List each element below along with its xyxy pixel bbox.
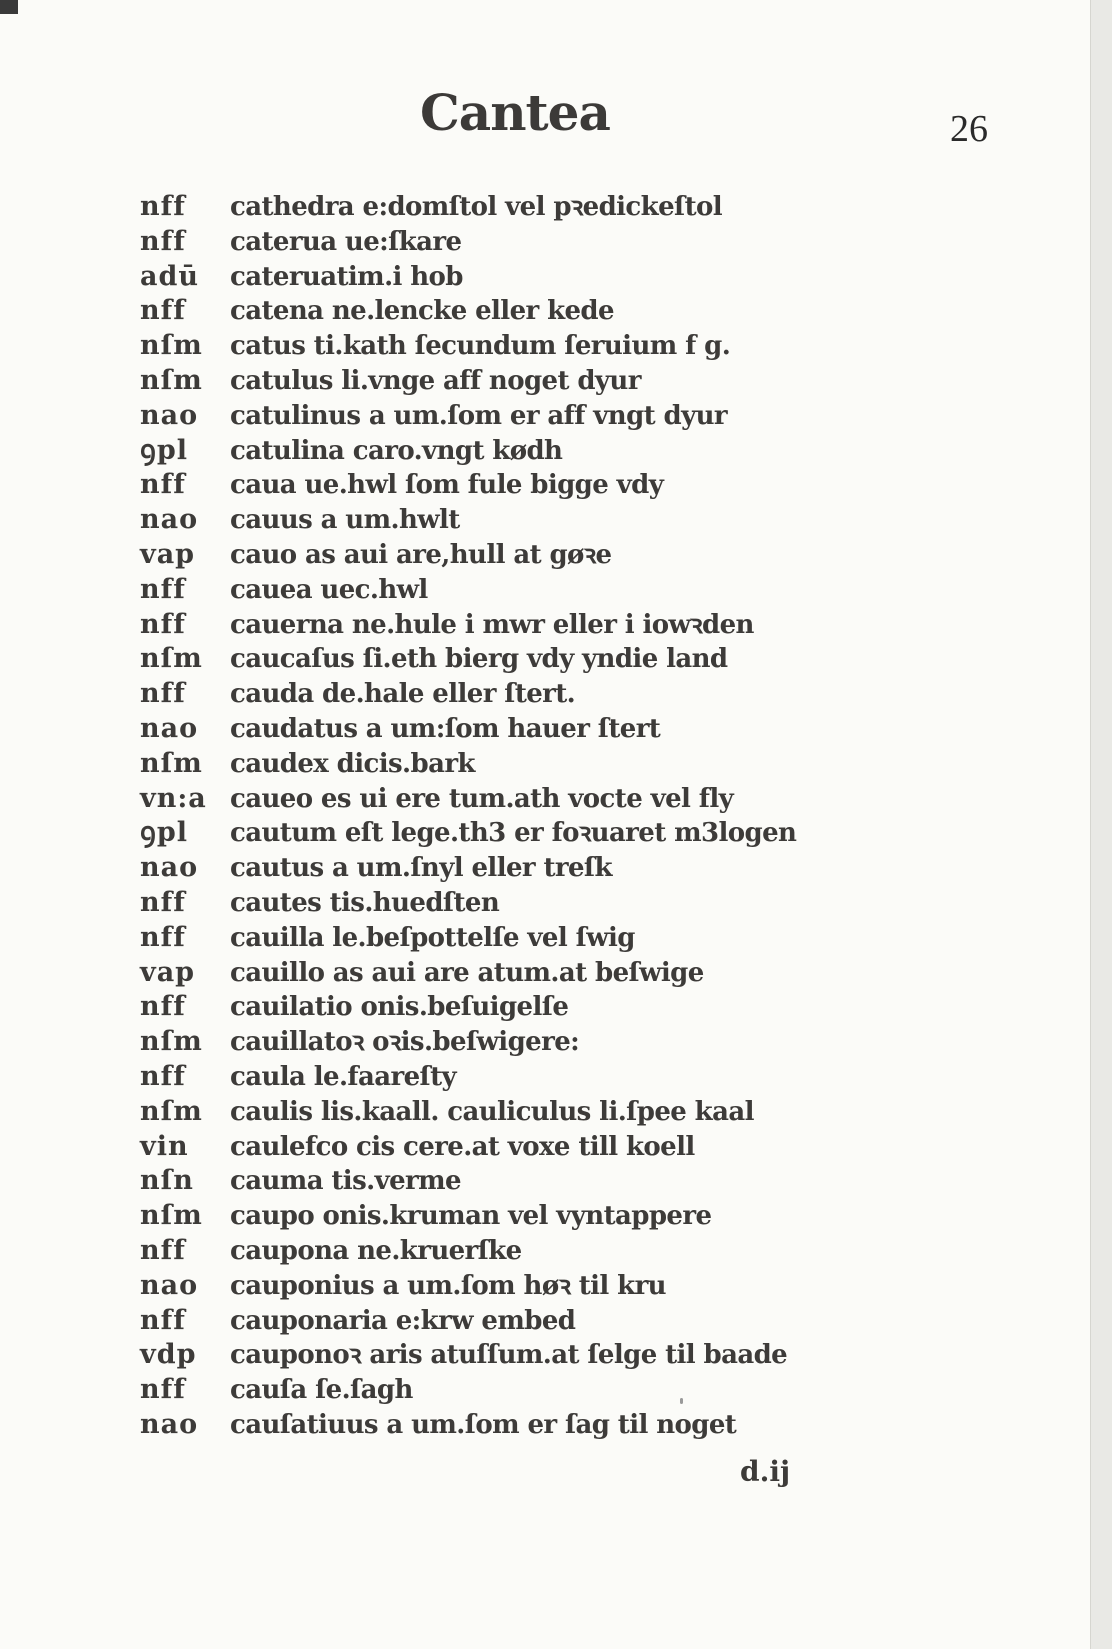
dictionary-entry <box>140 1199 1080 1234</box>
grammar-code: nff <box>140 921 186 953</box>
dictionary-entry <box>140 364 1080 399</box>
grammar-code: nff <box>140 608 186 640</box>
entry-gloss: cauea uec.hwl <box>230 574 428 605</box>
entry-gloss: caua ue.hwl ſom fule bigge vdy <box>230 470 664 501</box>
grammar-code: nff <box>140 573 186 605</box>
dictionary-entry <box>140 886 1080 921</box>
entry-gloss: caucaſus ſi.eth bierg vdy yndie land <box>230 644 728 675</box>
dictionary-entry <box>140 1164 1080 1199</box>
grammar-code: nff <box>140 225 186 257</box>
grammar-code: nff <box>140 1374 186 1406</box>
dictionary-entry <box>140 677 1080 712</box>
grammar-code: nff <box>140 1060 186 1092</box>
dictionary-entry <box>140 1130 1080 1165</box>
entry-gloss: cauo as aui are,hull at gøꝛe <box>230 539 612 570</box>
entry-gloss: cautes tis.huedſten <box>230 887 500 918</box>
grammar-code: nff <box>140 191 186 222</box>
dictionary-entry <box>140 434 1080 469</box>
grammar-code: nao <box>140 712 199 744</box>
entry-gloss: caulis lis.kaall. cauliculus li.ſpee kaal <box>230 1096 754 1127</box>
grammar-code: adū <box>140 260 200 292</box>
grammar-code: nff <box>140 295 186 327</box>
entry-gloss: cautum eſt lege.th3 er foꝛuaret m3logen <box>230 818 797 849</box>
dictionary-entry <box>140 503 1080 538</box>
dictionary-entry <box>140 225 1080 260</box>
dictionary-entry <box>140 782 1080 817</box>
dictionary-entry <box>140 990 1080 1025</box>
dictionary-entry <box>140 1234 1080 1269</box>
entry-gloss: caula le.faareſty <box>230 1061 457 1092</box>
dictionary-entry <box>140 816 1080 851</box>
grammar-code: vdp <box>140 1339 197 1371</box>
dictionary-entry <box>140 1060 1080 1095</box>
entry-gloss: caupo onis.kruman vel vyntappere <box>230 1201 712 1232</box>
dictionary-entry <box>140 573 1080 608</box>
entry-gloss: caueo es ui ere tum.ath vocte vel fly <box>230 783 734 814</box>
entry-gloss: cauus a um.hwlt <box>230 505 460 536</box>
running-head: Cantea <box>420 83 610 142</box>
dictionary-entry <box>140 1338 1080 1373</box>
grammar-code: nſm <box>140 364 203 396</box>
entry-gloss: cauſa ſe.ſagh <box>230 1375 413 1406</box>
entry-gloss: catus ti.kath ſecundum ſeruium f g. <box>230 331 731 362</box>
entry-gloss: cauilatio onis.beſuigelſe <box>230 992 569 1023</box>
entry-gloss: cauilla le.beſpottelſe vel ſwig <box>230 922 635 953</box>
entry-gloss: caterua ue:ſkare <box>230 226 462 257</box>
grammar-code: vap <box>140 538 196 570</box>
entry-gloss: cauma tis.verme <box>230 1166 461 1197</box>
dictionary-entry <box>140 190 1080 225</box>
grammar-code: nſm <box>140 1026 203 1058</box>
page-number: 26 <box>950 108 988 150</box>
grammar-code: nao <box>140 1408 199 1440</box>
entry-gloss: cauponaria e:krw embed <box>230 1305 576 1336</box>
dictionary-entry <box>140 1025 1080 1060</box>
dictionary-entry <box>140 956 1080 991</box>
entry-gloss: cauerna ne.hule i mwr eller i iowꝛden <box>230 609 754 640</box>
grammar-code: ꝯpl <box>140 817 188 849</box>
entry-gloss: catena ne.lencke eller kede <box>230 296 614 327</box>
dictionary-entry <box>140 1408 1080 1443</box>
grammar-code: nff <box>140 1304 186 1336</box>
entry-gloss: cauda de.hale eller ſtert. <box>230 679 576 710</box>
dictionary-entry <box>140 329 1080 364</box>
grammar-code: nſm <box>140 1200 203 1232</box>
grammar-code: nff <box>140 678 186 710</box>
dictionary-entry <box>140 1373 1080 1408</box>
entry-gloss: caupona ne.kruerſke <box>230 1235 522 1266</box>
entry-gloss: cathedra e:domſtol vel pꝛedickeſtol <box>230 192 723 222</box>
grammar-code: nſm <box>140 643 203 675</box>
dictionary-entry <box>140 294 1080 329</box>
entry-gloss: cauponoꝛ aris atuſſum.at ſelge til baade <box>230 1340 788 1371</box>
grammar-code: nſn <box>140 1165 194 1197</box>
entry-gloss: caulefco cis cere.at voxe till koell <box>230 1131 695 1162</box>
grammar-code: nſm <box>140 1095 203 1127</box>
dictionary-entry <box>140 747 1080 782</box>
entry-gloss: cauponius a um.ſom høꝛ til kru <box>230 1270 666 1301</box>
entry-gloss: cauillatoꝛ oꝛis.beſwigere: <box>230 1027 580 1058</box>
grammar-code: vap <box>140 956 196 988</box>
grammar-code: nſm <box>140 330 203 362</box>
entry-gloss: cauſatiuus a um.ſom er ſag til noget <box>230 1409 737 1440</box>
signature-mark: d.ij <box>740 1455 791 1488</box>
grammar-code: vn:a <box>140 782 207 814</box>
grammar-code: nff <box>140 469 186 501</box>
grammar-code: nao <box>140 399 199 431</box>
dictionary-entry <box>140 468 1080 503</box>
grammar-code: nff <box>140 886 186 918</box>
scan-corner-mark <box>0 0 18 14</box>
entry-gloss: cateruatim.i hob <box>230 261 463 292</box>
dictionary-entry <box>140 1269 1080 1304</box>
dictionary-entry <box>140 1095 1080 1130</box>
dictionary-entry <box>140 921 1080 956</box>
entry-gloss: cauillo as aui are atum.at beſwige <box>230 957 704 988</box>
dictionary-entry <box>140 712 1080 747</box>
grammar-code: nff <box>140 991 186 1023</box>
ink-speck <box>680 1398 683 1404</box>
dictionary-entry <box>140 1304 1080 1339</box>
dictionary-entry <box>140 642 1080 677</box>
entry-gloss: catulina caro.vngt kødh <box>230 435 563 466</box>
grammar-code: nao <box>140 1269 199 1301</box>
grammar-code: nao <box>140 852 199 884</box>
entry-gloss: catulus li.vnge aff noget dyur <box>230 365 641 396</box>
scan-edge <box>1090 0 1112 1649</box>
dictionary-entry <box>140 608 1080 643</box>
dictionary-entries <box>140 190 1080 1443</box>
grammar-code: ꝯpl <box>140 434 188 466</box>
grammar-code: nſm <box>140 747 203 779</box>
grammar-code: nff <box>140 1234 186 1266</box>
entry-gloss: catulinus a um.ſom er aff vngt dyur <box>230 400 727 431</box>
dictionary-entry <box>140 399 1080 434</box>
entry-gloss: caudex dicis.bark <box>230 748 475 779</box>
entry-gloss: cautus a um.ſnyl eller treſk <box>230 853 612 884</box>
entry-gloss: caudatus a um:ſom hauer ſtert <box>230 713 661 744</box>
dictionary-entry <box>140 851 1080 886</box>
dictionary-entry <box>140 538 1080 573</box>
grammar-code: nao <box>140 504 199 536</box>
dictionary-entry <box>140 260 1080 295</box>
grammar-code: vin <box>140 1130 189 1162</box>
